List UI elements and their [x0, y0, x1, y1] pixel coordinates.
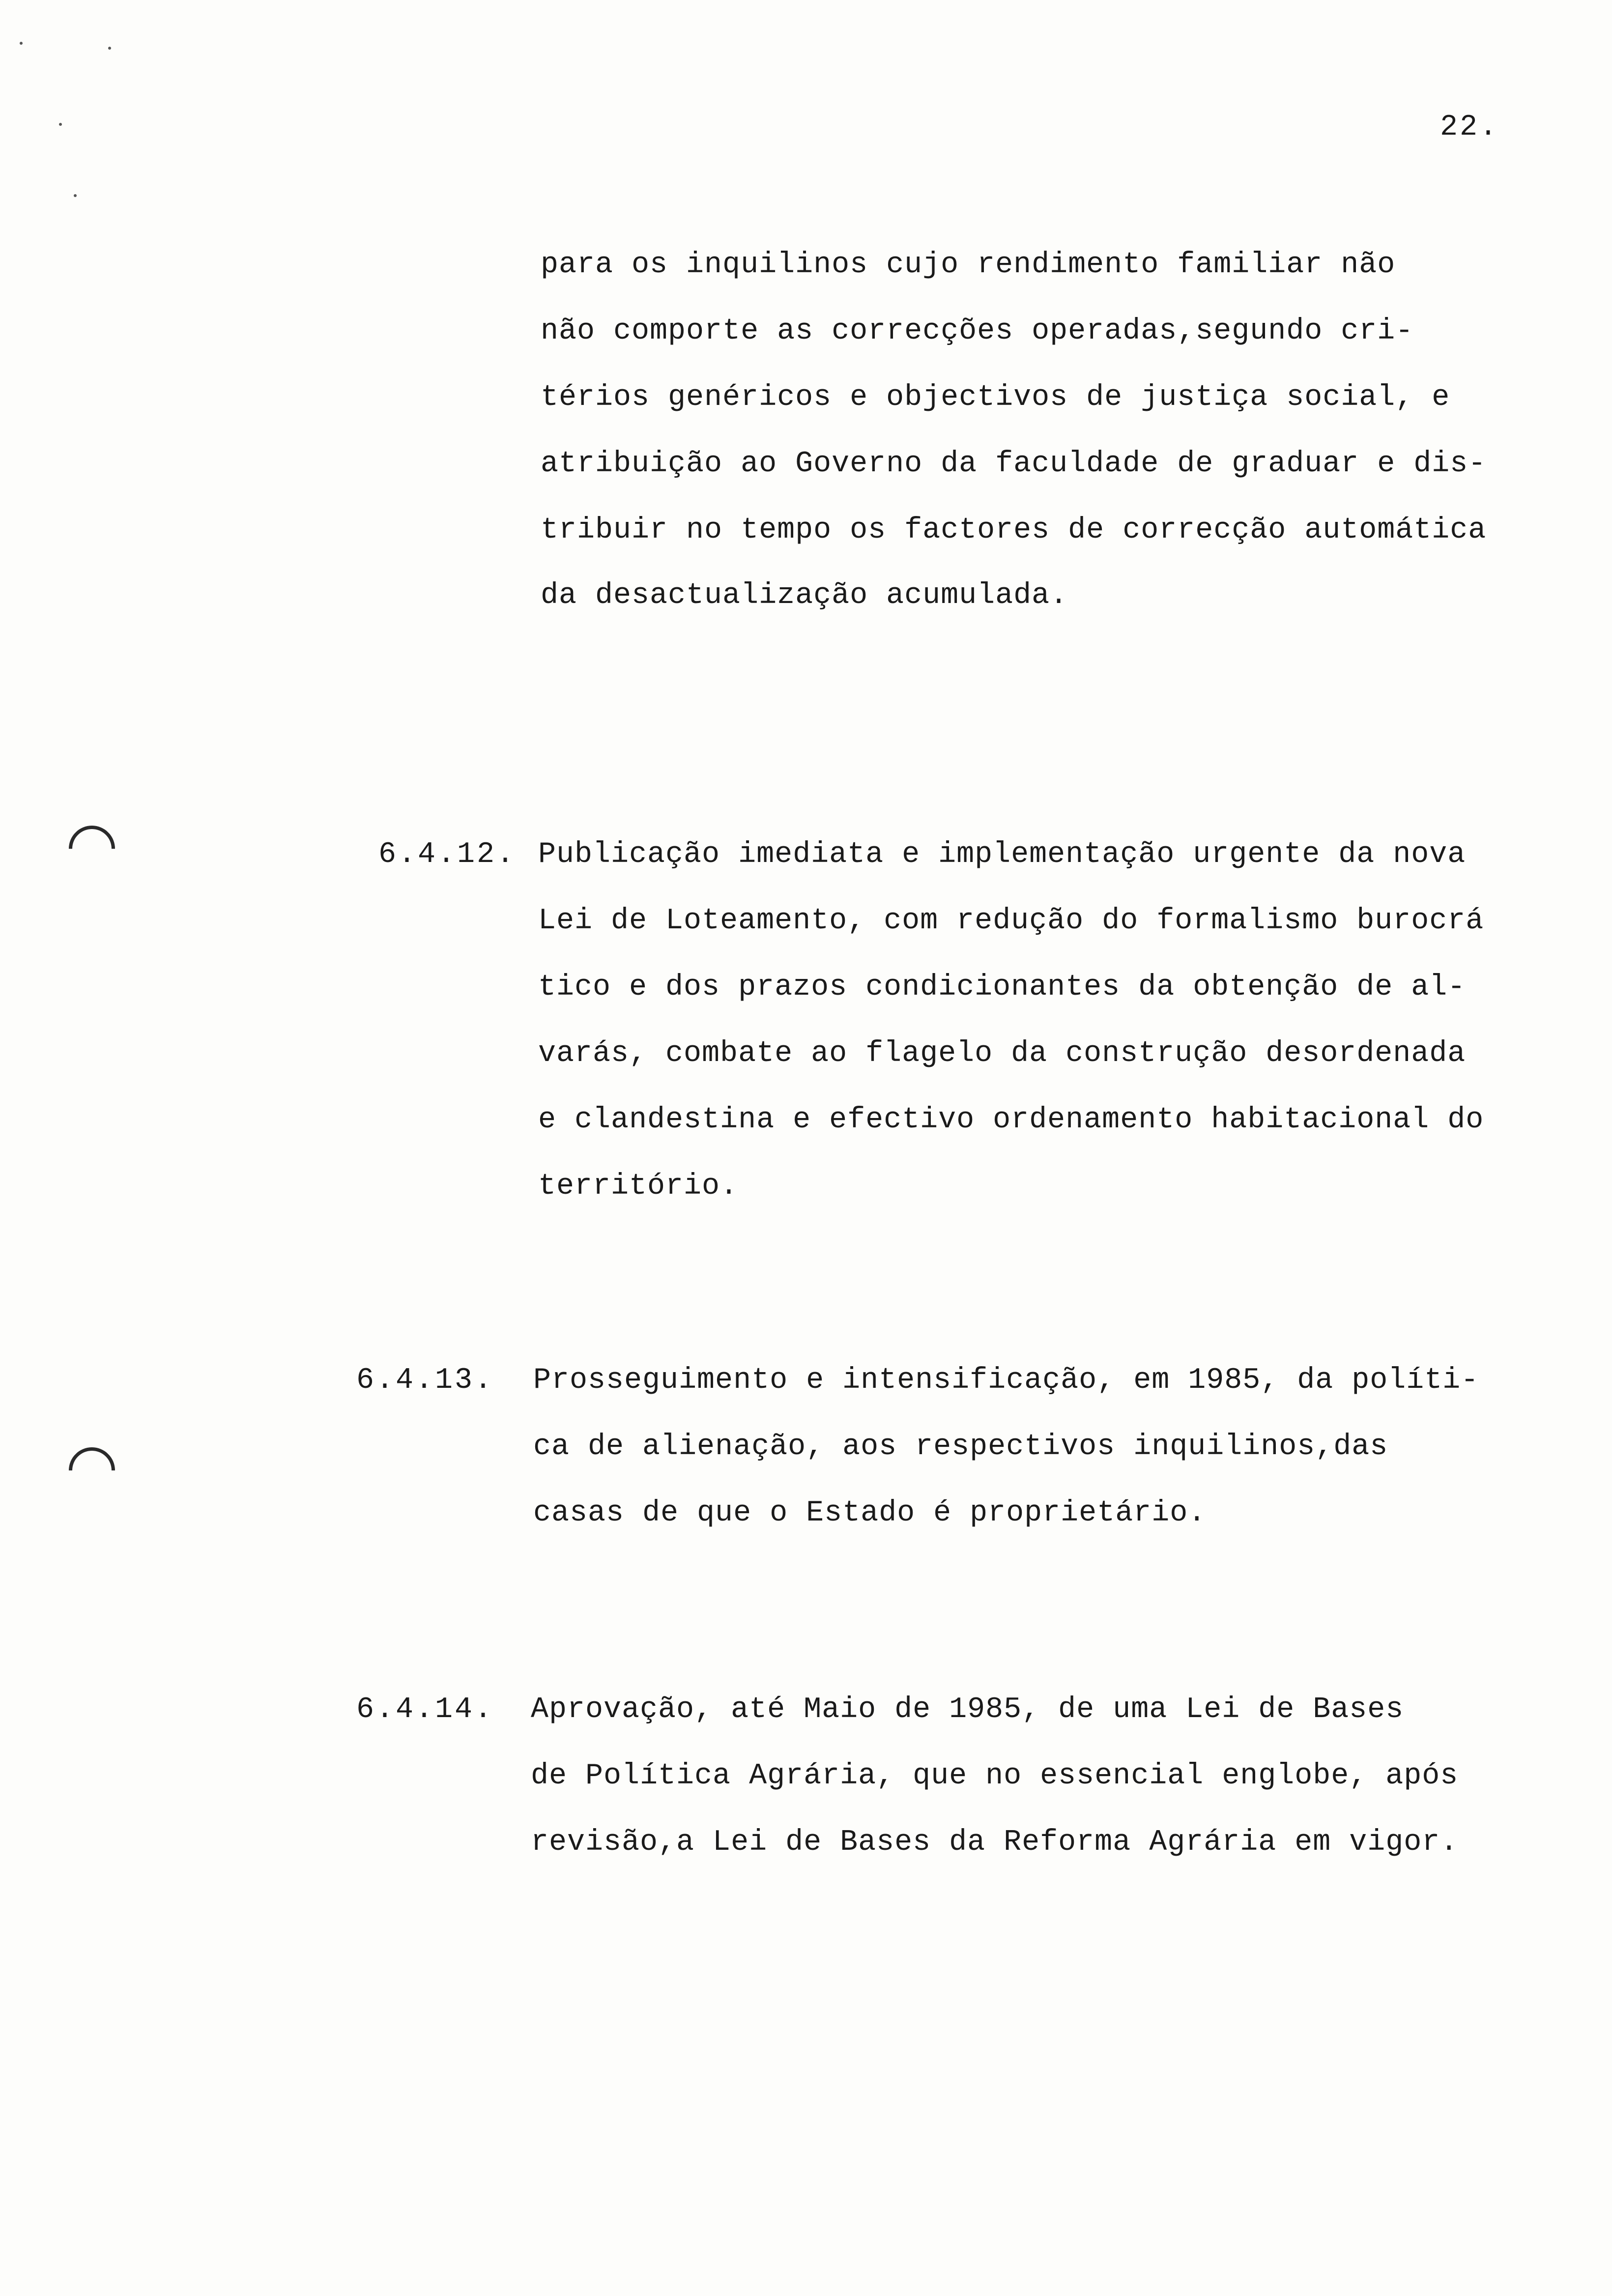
scan-speck: [20, 42, 23, 45]
scan-speck: [74, 194, 77, 197]
text-line: varás, combate ao flagelo da construção desordenada: [538, 1037, 1466, 1070]
item-number: 6.4.13.: [356, 1364, 494, 1397]
page-number: 22.: [1440, 111, 1499, 144]
text-line: tico e dos prazos condicionantes da obtenção de al-: [538, 971, 1466, 1004]
text-line: território.: [538, 1170, 739, 1203]
text-line: da desactualização acumulada.: [541, 579, 1068, 612]
scan-speck: [59, 123, 62, 126]
punch-hole-mark: [59, 1438, 125, 1503]
text-line: não comporte as correcções operadas,segundo cri-: [541, 315, 1414, 348]
punch-hole-mark: [59, 816, 125, 882]
text-line: Publicação imediata e implementação urgente da nova: [538, 838, 1466, 871]
text-line: casas de que o Estado é proprietário.: [533, 1496, 1207, 1530]
scan-speck: [108, 47, 111, 50]
item-number: 6.4.14.: [356, 1693, 494, 1726]
text-line: revisão,a Lei de Bases da Reforma Agrária em vigor.: [531, 1826, 1459, 1859]
item-number: 6.4.12.: [378, 838, 517, 871]
text-line: para os inquilinos cujo rendimento familiar não: [541, 248, 1396, 282]
text-line: de Política Agrária, que no essencial englobe, após: [531, 1759, 1459, 1793]
text-line: atribuição ao Governo da faculdade de graduar e dis-: [541, 447, 1487, 481]
text-line: Prosseguimento e intensificação, em 1985, da políti-: [533, 1364, 1479, 1397]
text-line: térios genéricos e objectivos de justiça social, e: [541, 381, 1450, 414]
text-line: Lei de Loteamento, com redução do formalismo burocrá: [538, 904, 1484, 938]
text-line: e clandestina e efectivo ordenamento habitacional do: [538, 1103, 1484, 1137]
text-line: tribuir no tempo os factores de correcção automática: [541, 514, 1487, 547]
text-line: Aprovação, até Maio de 1985, de uma Lei de Bases: [531, 1693, 1404, 1726]
text-line: ca de alienação, aos respectivos inquilinos,das: [533, 1430, 1388, 1464]
